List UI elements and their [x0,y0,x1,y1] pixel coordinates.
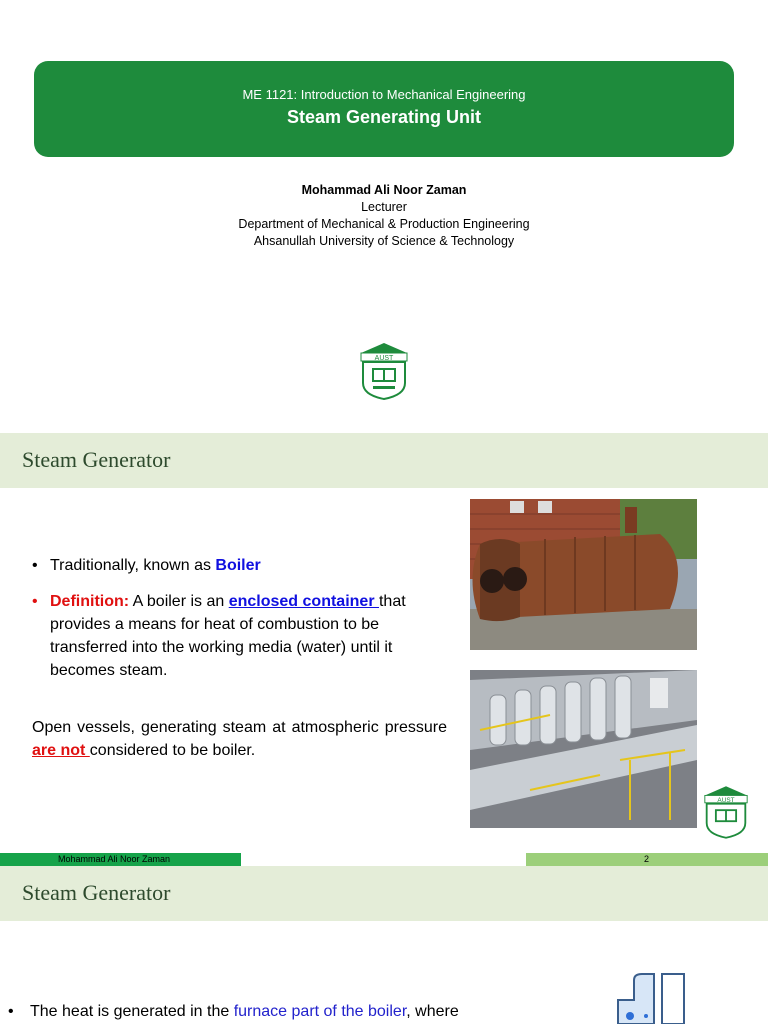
paragraph-text: Open vessels, generating steam at atmospheric pressure [32,719,447,736]
open-vessels-paragraph [32,716,447,762]
slide3-header-band [0,866,768,921]
slide3-heading: Steam Generator [22,880,171,905]
logo-text-small: AUST [717,796,735,804]
paragraph-text-end: considered to be boiler. [89,742,256,759]
enclosed-container-link[interactable]: enclosed container [228,593,379,610]
are-not-emphasis: are not [32,742,90,759]
definition-label: Definition: [50,593,130,610]
furnace-term: furnace part of the boiler [233,1003,407,1020]
definition-text-continued: that provides a means for heat of combustion to be transferred into the working media (water) until it becomes steam. [50,593,406,679]
slide2-heading: Steam Generator [22,447,171,472]
aust-logo [359,341,409,401]
bullet-definition: • Definition: A boiler is an enclosed container that provides a means for heat of combustion to be transferred into the working media (water) until it becomes steam. [32,593,406,679]
definition-text: A boiler is an [129,593,229,610]
course-code: ME 1121: Introduction to Mechanical Engineering [242,87,526,102]
university: Ahsanullah University of Science & Technology [253,234,515,248]
industrial-boiler-photo [470,670,697,828]
author-block [0,182,768,250]
bullet-text: Traditionally, known as [50,557,216,574]
boiler-term: Boiler [215,557,261,574]
title-banner [34,61,734,157]
footer-author-bar [0,853,241,866]
slide3-bullet: • The heat is generated in the furnace part of the boiler, where [8,1003,459,1020]
aust-logo-small [703,784,749,840]
slide2-header-band [0,433,768,488]
department: Department of Mechanical & Production Engineering [238,217,530,231]
slide3-bullet-text: The heat is generated in the [30,1003,234,1020]
boiler-diagram-icon [612,970,692,1024]
boiler-photo [470,499,697,650]
slide2-bullets [32,554,452,682]
footer-page-bar [526,853,768,866]
author-role: Lecturer [361,200,407,214]
slide-title: Steam Generating Unit [286,107,482,127]
logo-text: AUST [374,355,394,362]
bullet-boiler: • Traditionally, known as Boiler [32,557,261,574]
slide3-bullet-suffix: , where [406,1003,459,1020]
author-name: Mohammad Ali Noor Zaman [301,183,467,197]
page-number: 2 [644,854,650,864]
footer-author: Mohammad Ali Noor Zaman [58,854,171,864]
